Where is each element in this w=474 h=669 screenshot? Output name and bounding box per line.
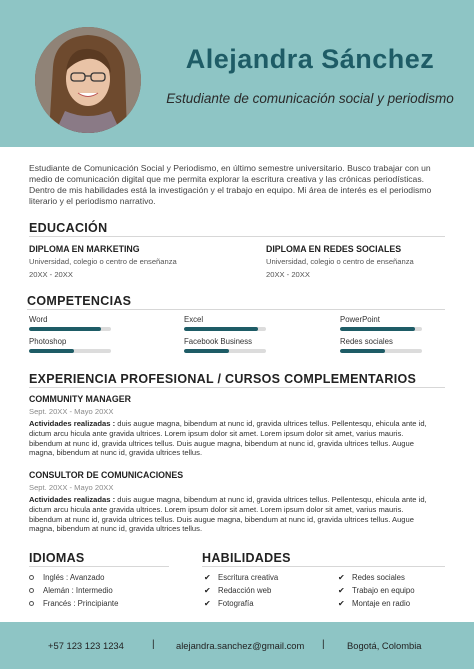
education-school: Universidad, colegio o centro de enseñanza	[29, 257, 177, 266]
ability-item	[204, 573, 278, 582]
checkmark-icon: ✔	[204, 599, 211, 608]
skill-photoshop	[29, 337, 111, 353]
languages-divider	[29, 566, 169, 567]
skill-bar	[29, 327, 111, 331]
ability-item	[338, 599, 410, 608]
circle-bullet-icon	[29, 601, 34, 606]
skill-label: Redes sociales	[340, 337, 393, 346]
footer-location: Bogotá, Colombia	[347, 640, 422, 651]
skill-label: Word	[29, 315, 48, 324]
experience-divider	[29, 387, 445, 388]
ability-label: Fotografía	[218, 599, 254, 608]
profile-photo-image	[35, 27, 141, 133]
abilities-heading: HABILIDADES	[202, 551, 291, 565]
checkmark-icon: ✔	[338, 599, 345, 608]
skill-bar	[184, 327, 266, 331]
skill-bar	[29, 349, 111, 353]
checkmark-icon: ✔	[204, 586, 211, 595]
skill-label: Photoshop	[29, 337, 67, 346]
ability-item	[338, 586, 415, 595]
skill-bar	[184, 349, 266, 353]
checkmark-icon: ✔	[204, 573, 211, 582]
education-degree: DIPLOMA EN MARKETING	[29, 244, 140, 254]
skill-bar-fill	[29, 349, 74, 353]
skill-label: PowerPoint	[340, 315, 380, 324]
skill-word	[29, 315, 111, 331]
skill-excel	[184, 315, 266, 331]
ability-item	[204, 586, 271, 595]
language-item	[29, 586, 113, 595]
job-title: COMMUNITY MANAGER	[29, 394, 131, 404]
experience-heading: EXPERIENCIA PROFESIONAL / CURSOS COMPLEMENTARIOS	[29, 372, 417, 386]
skills-divider	[27, 309, 445, 310]
ability-label: Montaje en radio	[352, 599, 411, 608]
skill-bar	[340, 349, 422, 353]
checkmark-icon: ✔	[338, 573, 345, 582]
footer-separator: |	[322, 639, 325, 650]
skill-bar-fill	[340, 349, 385, 353]
skill-redes-sociales	[340, 337, 422, 353]
ability-label: Trabajo en equipo	[352, 586, 415, 595]
language-label: Francés : Principiante	[43, 599, 119, 608]
skill-powerpoint	[340, 315, 422, 331]
ability-item	[204, 599, 254, 608]
language-label: Alemán : Intermedio	[43, 586, 113, 595]
job-description-text: duis augue magna, bibendum at nunc id, gravida ultrices tellus. Pellentesqu, ehicula ante id, dictum arcu hicula ante gravida ultrices. Lorem ipsum dolor sit amet. Lorem ipsum dolor sit amet, varius mauris. bibendum at nunc id, gravida ultrices tellus. Duis augue magna, bibendum at nunc id, gravida ultrices tellus. Augue magna, bibendum at nunc id, gravida ultrices tellus.	[29, 495, 427, 534]
candidate-subtitle: Estudiante de comunicación social y periodismo	[166, 91, 454, 106]
profile-photo	[35, 27, 141, 133]
skill-bar-fill	[29, 327, 101, 331]
job-dates: Sept. 20XX - Mayo 20XX	[29, 483, 114, 492]
footer-phone: +57 123 123 1234	[48, 640, 124, 651]
education-heading: EDUCACIÓN	[29, 221, 108, 235]
skills-heading: COMPETENCIAS	[27, 294, 132, 308]
skill-bar-fill	[184, 349, 229, 353]
circle-bullet-icon	[29, 588, 34, 593]
job-description-text: duis augue magna, bibendum at nunc id, gravida ultrices tellus. Pellentesqu, ehicula ante id, dictum arcu hicula ante gravida ultrices. Lorem ipsum dolor sit amet. Lorem ipsum dolor sit amet, varius mauris. bibendum at nunc id, gravida ultrices tellus. Duis augue magna, bibendum at nunc id, gravida ultrices tellus. Augue magna, bibendum at nunc id, gravida ultrices tellus.	[29, 419, 427, 458]
job-description-label: Actividades realizadas :	[29, 495, 116, 504]
skill-label: Excel	[184, 315, 204, 324]
language-item	[29, 573, 104, 582]
languages-heading: IDIOMAS	[29, 551, 85, 565]
education-divider	[29, 236, 445, 237]
education-dates: 20XX - 20XX	[266, 270, 310, 279]
skill-bar	[340, 327, 422, 331]
circle-bullet-icon	[29, 575, 34, 580]
abilities-divider	[202, 566, 445, 567]
ability-label: Redacción web	[218, 586, 272, 595]
job-dates: Sept. 20XX - Mayo 20XX	[29, 407, 114, 416]
language-item	[29, 599, 118, 608]
job-description	[29, 495, 437, 534]
checkmark-icon: ✔	[338, 586, 345, 595]
candidate-name: Alejandra Sánchez	[185, 44, 435, 74]
job-title: CONSULTOR DE COMUNICACIONES	[29, 470, 184, 480]
education-degree: DIPLOMA EN REDES SOCIALES	[266, 244, 402, 254]
job-description-label: Actividades realizadas :	[29, 419, 116, 428]
profile-summary: Estudiante de Comunicación Social y Periodismo, en último semestre universitario. Busco trabajar con un medio de comunicación digital que me permita explorar la escritura creativa y las crónicas periodísticas. Dentro de mis habilidades está la investigación y el trabajo en equipo. Mi área de interés es el periodismo literario y el periodismo narrativo.	[29, 163, 432, 206]
skill-bar-fill	[184, 327, 258, 331]
language-label: Inglés : Avanzado	[43, 573, 105, 582]
ability-item	[338, 573, 405, 582]
education-school: Universidad, colegio o centro de enseñanza	[266, 257, 414, 266]
footer-email: alejandra.sanchez@gmail.com	[176, 640, 305, 651]
skill-label: Facebook Business	[184, 337, 253, 346]
footer-separator: |	[152, 639, 155, 650]
education-dates: 20XX - 20XX	[29, 270, 73, 279]
ability-label: Escritura creativa	[218, 573, 279, 582]
skill-bar-fill	[340, 327, 415, 331]
skill-facebook-business	[184, 337, 266, 353]
ability-label: Redes sociales	[352, 573, 405, 582]
job-description	[29, 419, 437, 458]
